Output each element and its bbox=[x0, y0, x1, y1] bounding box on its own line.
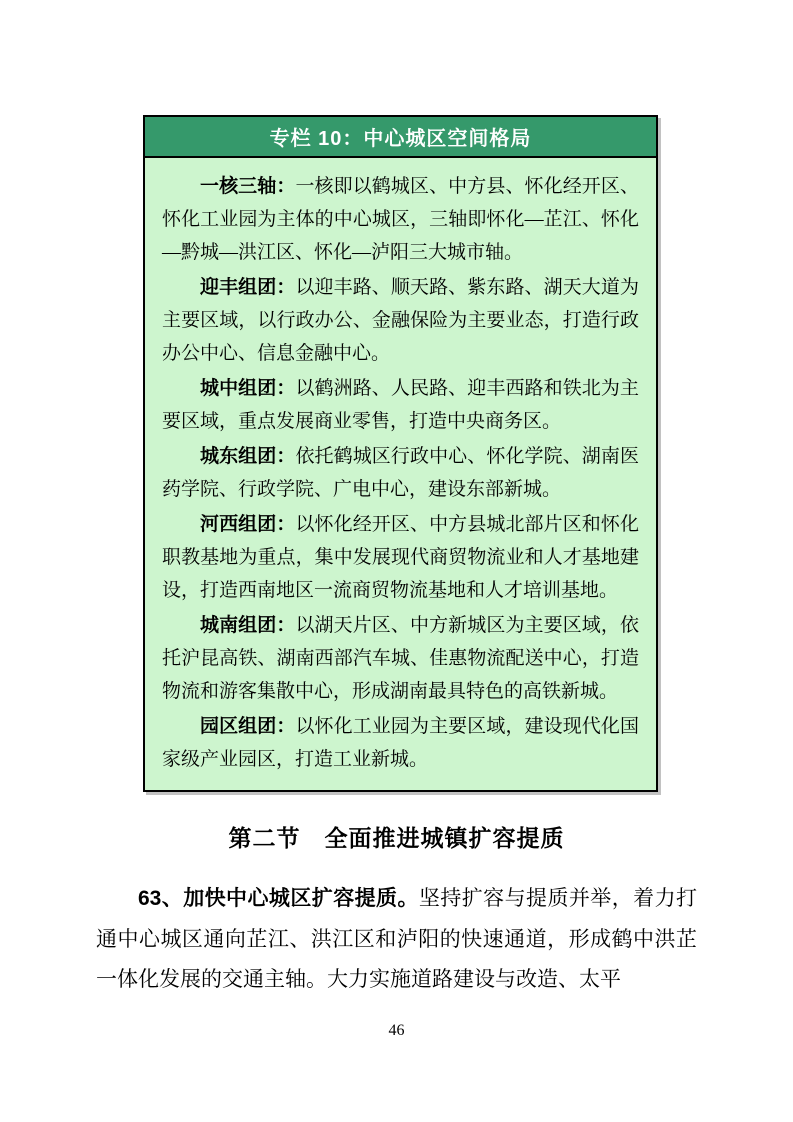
section-heading: 第二节 全面推进城镇扩容提质 bbox=[228, 826, 565, 851]
paragraph-lead: 63、加快中心城区扩容提质。 bbox=[138, 887, 419, 910]
paragraph-text: 一核即以鹤城区、中方县、怀化经开区、怀化工业园为主体的中心城区，三轴即怀化—芷江、怀化—黔城—洪江区、怀化—泸阳三大城市轴。 bbox=[162, 176, 639, 263]
box-paragraph-core-axes bbox=[162, 170, 639, 269]
paragraph-text: 以迎丰路、顺天路、紫东路、湖天大道为主要区域，以行政办公、金融保险为主要业态，打造行政办公中心、信息金融中心。 bbox=[162, 277, 639, 364]
box-paragraph-yingfeng bbox=[162, 271, 639, 370]
paragraph-lead: 城中组团： bbox=[200, 378, 296, 399]
paragraph-text: 以怀化工业园为主要区域，建设现代化国家级产业园区，打造工业新城。 bbox=[162, 716, 639, 770]
paragraph-lead: 迎丰组团： bbox=[200, 277, 296, 298]
box-paragraph-chengnan bbox=[162, 609, 639, 708]
body-paragraph-63 bbox=[96, 878, 697, 999]
page-number: 46 bbox=[388, 1022, 405, 1039]
paragraph-lead: 园区组团： bbox=[200, 716, 296, 737]
paragraph-lead: 城南组团： bbox=[200, 615, 296, 636]
paragraph-text: 坚持扩容与提质并举，着力打通中心城区通向芷江、洪江区和泸阳的快速通道，形成鹤中洪芷一体化发展的交通主轴。大力实施道路建设与改造、太平 bbox=[96, 886, 697, 991]
box-paragraph-yuanqu bbox=[162, 710, 639, 776]
box-paragraph-hexi bbox=[162, 508, 639, 607]
callout-box-column-10 bbox=[143, 115, 658, 792]
paragraph-text: 依托鹤城区行政中心、怀化学院、湖南医药学院、行政学院、广电中心，建设东部新城。 bbox=[162, 446, 639, 500]
paragraph-lead: 城东组团： bbox=[200, 446, 296, 467]
paragraph-lead: 一核三轴： bbox=[200, 176, 296, 197]
callout-box-header bbox=[145, 117, 656, 158]
box-paragraph-chengdong bbox=[162, 440, 639, 506]
callout-box-title: 专栏 10：中心城区空间格局 bbox=[269, 128, 532, 150]
paragraph-lead: 河西组团： bbox=[200, 514, 296, 535]
callout-box-body bbox=[145, 158, 656, 790]
paragraph-text: 以怀化经开区、中方县城北部片区和怀化职教基地为重点，集中发展现代商贸物流业和人才基地建设，打造西南地区一流商贸物流基地和人才培训基地。 bbox=[162, 514, 639, 601]
box-paragraph-chengzhong bbox=[162, 372, 639, 438]
paragraph-text: 以鹤洲路、人民路、迎丰西路和铁北为主要区域，重点发展商业零售，打造中央商务区。 bbox=[162, 378, 639, 432]
paragraph-text: 以湖天片区、中方新城区为主要区域，依托沪昆高铁、湖南西部汽车城、佳惠物流配送中心，打造物流和游客集散中心，形成湖南最具特色的高铁新城。 bbox=[162, 615, 639, 702]
